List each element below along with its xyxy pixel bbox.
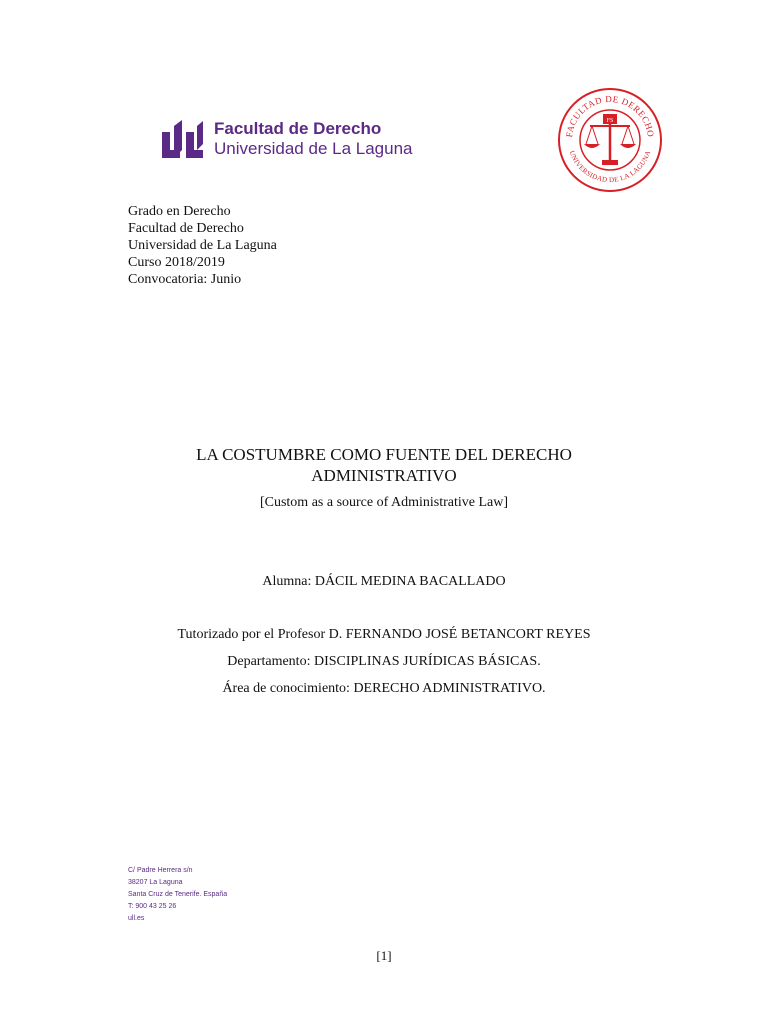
knowledge-area: Área de conocimiento: DERECHO ADMINISTRATIVO. — [222, 681, 546, 696]
degree-name: Grado en Derecho — [128, 204, 231, 219]
address-street: C/ Padre Herrera s/n — [128, 867, 193, 874]
exam-call: Convocatoria: Junio — [128, 272, 242, 287]
address-city: 38207 La Laguna — [128, 879, 183, 886]
academic-year: Curso 2018/2019 — [128, 255, 225, 270]
seal-top-text: FACULTAD DE DERECHO — [564, 93, 656, 138]
tutor-name: Tutorizado por el Profesor D. FERNANDO JOSÉ BETANCORT REYES — [177, 627, 591, 642]
thesis-title-line-2: ADMINISTRATIVO — [311, 466, 457, 485]
address-block — [128, 865, 227, 925]
university-name: Universidad de La Laguna — [128, 238, 277, 253]
thesis-title-english: [Custom as a source of Administrative Law] — [259, 495, 509, 510]
address-web-link[interactable]: ull.es — [128, 915, 145, 922]
logo-faculty-name: Facultad de Derecho — [214, 119, 382, 138]
address-phone: T: 900 43 25 26 — [128, 903, 177, 910]
degree-info-block — [128, 203, 277, 288]
page-number: [1] — [376, 948, 392, 963]
logo-university-name: Universidad de La Laguna — [214, 139, 413, 158]
address-region: Santa Cruz de Tenerife. España — [128, 891, 228, 898]
ull-logo — [160, 118, 412, 160]
student-name: Alumna: DÁCIL MEDINA BACALLADO — [262, 574, 506, 589]
faculty-name: Facultad de Derecho — [128, 221, 244, 236]
seal-bottom-text: UNIVERSIDAD DE LA LAGUNA — [567, 149, 653, 185]
faculty-seal-icon — [556, 86, 664, 194]
seal-center-letters: FS — [606, 118, 614, 124]
thesis-title-line-1: LA COSTUMBRE COMO FUENTE DEL DERECHO — [196, 445, 572, 464]
department: Departamento: DISCIPLINAS JURÍDICAS BÁSICAS. — [227, 654, 541, 669]
ull-logo-mark-icon — [160, 118, 204, 160]
